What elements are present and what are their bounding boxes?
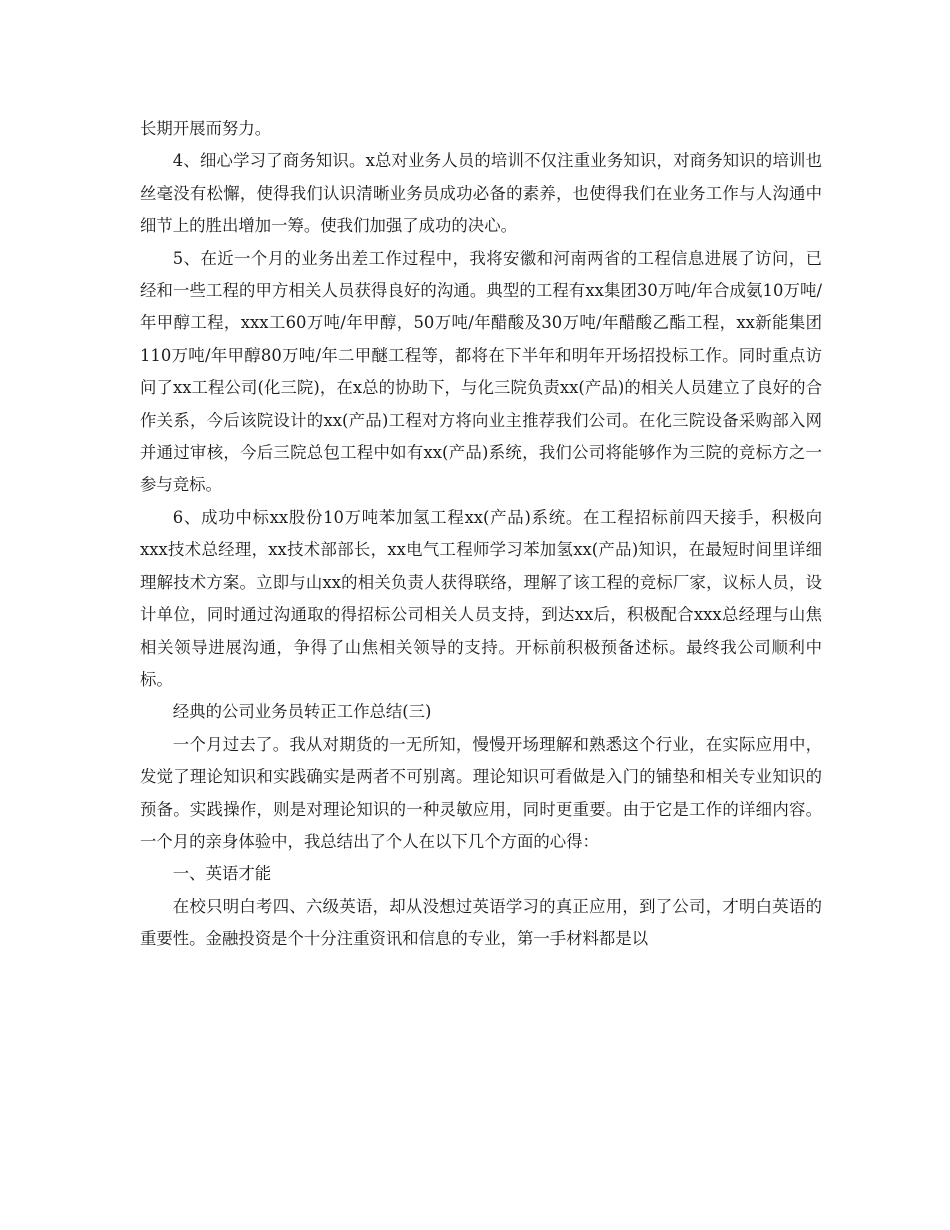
paragraph-intro: 一个月过去了。我从对期货的一无所知，慢慢开场理解和熟悉这个行业，在实际应用中，发觉了理论知识和实践确实是两者不可别离。理论知识可看做是入门的铺垫和相关专业知识的预备。实践操作，则是对理论知识的一种灵敏应用，同时更重要。由于它是工作的详细内容。一个月的亲身体验中，我总结出了个人在以下几个方面的心得： xyxy=(140,734,822,851)
paragraph-english: 在校只明白考四、六级英语，却从没想过英语学习的真正应用，到了公司，才明白英语的重要性。金融投资是个十分注重资讯和信息的专业，第一手材料都是以 xyxy=(140,896,822,949)
paragraph-continuation: 长期开展而努力。 xyxy=(140,119,272,138)
subsection-heading: 一、英语才能 xyxy=(172,864,272,884)
document-page xyxy=(140,113,822,956)
paragraph-item-5: 5、在近一个月的业务出差工作过程中，我将安徽和河南两省的工程信息进展了访问，已经和一些工程的甲方相关人员获得良好的沟通。典型的工程有xx集团30万吨/年合成氨10万吨/年甲醇工程，xxx工60万吨/年甲醇，50万吨/年醋酸及30万吨/年醋酸乙酯工程，xx新能集团110万吨/年甲醇80万吨/年二甲醚工程等，都将在下半年和明年开场招投标工作。同时重点访问了xx工程公司(化三院)，在x总的协助下，与化三院负责xx(产品)的相关人员建立了良好的合作关系，今后该院设计的xx(产品)工程对方将向业主推荐我们公司。在化三院设备采购部入网并通过审核，今后三院总包工程中如有xx(产品)系统，我们公司将能够作为三院的竞标方之一参与竞标。 xyxy=(140,248,822,495)
section-title: 经典的公司业务员转正工作总结(三) xyxy=(172,702,432,722)
paragraph-item-6: 6、成功中标xx股份10万吨苯加氢工程xx(产品)系统。在工程招标前四天接手，积极向xxx技术总经理，xx技术部部长，xx电气工程师学习苯加氢xx(产品)知识，在最短时间里详细理解技术方案。立即与山xx的相关负责人获得联络，理解了该工程的竞标厂家，议标人员，设计单位，同时通过沟通取的得招标公司相关人员支持，到达xx后，积极配合xxx总经理与山焦相关领导进展沟通，争得了山焦相关领导的支持。开标前积极预备述标。最终我公司顺利中标。 xyxy=(140,507,822,689)
paragraph-item-4: 4、细心学习了商务知识。x总对业务人员的培训不仅注重业务知识，对商务知识的培训也丝毫没有松懈，使得我们认识清晰业务员成功必备的素养，也使得我们在业务工作与人沟通中细节上的胜出增加一筹。使我们加强了成功的决心。 xyxy=(140,151,822,236)
